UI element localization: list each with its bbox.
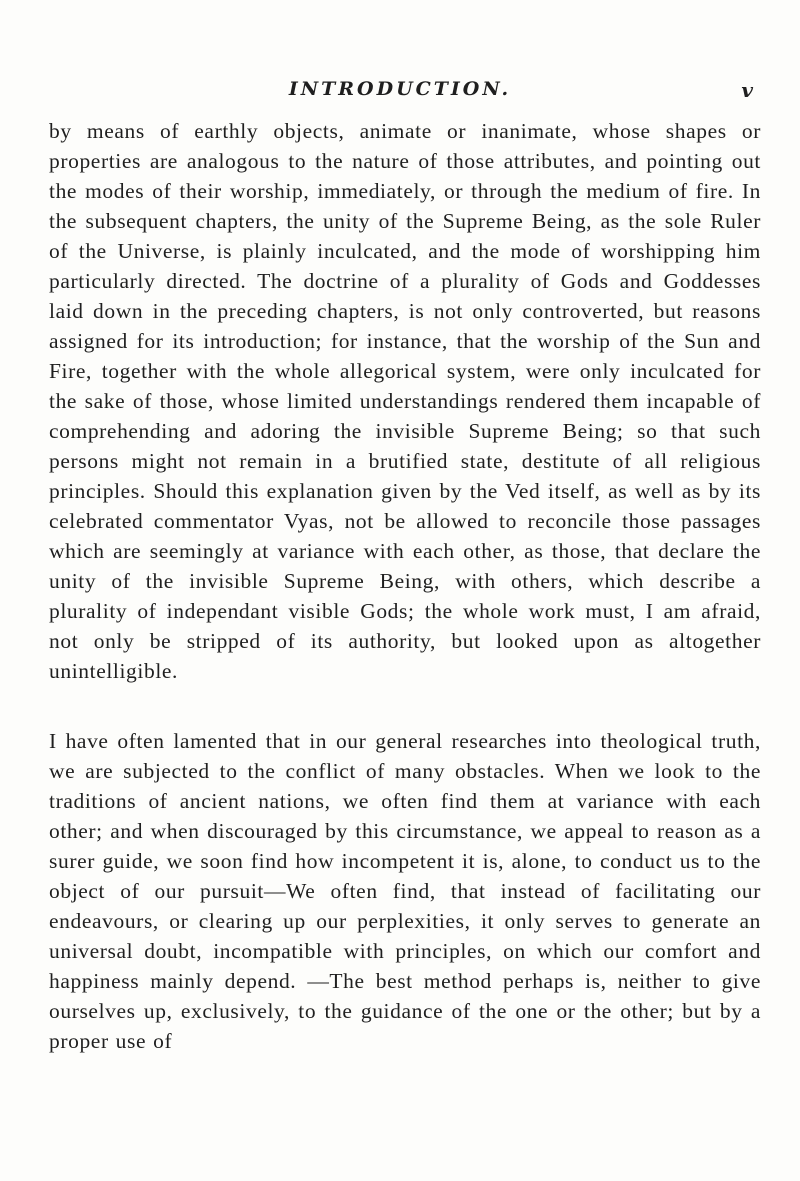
page-header — [0, 78, 800, 108]
page-number: v — [741, 78, 753, 102]
paragraph-1: by means of earthly objects, animate or inanimate, whose shapes or properties are analogous to the nature of those attributes, and pointing out the modes of their worship, immediately, or through the medium of fire. In the subsequent chapters, the unity of the Supreme Being, as the sole Ruler of the Universe, is plainly inculcated, and the mode of worshipping him particularly directed. The doctrine of a plurality of Gods and Goddesses laid down in the preceding chapters, is not only controverted, but reasons assigned for its introduction; for instance, that the worship of the Sun and Fire, together with the whole allegorical system, were only inculcated for the sake of those, whose limited understandings rendered them incapable of comprehending and adoring the invisible Supreme Being; so that such persons might not remain in a brutified state, destitute of all religious principles. Should this explanation given by the Ved itself, as well as by its celebrated commentator Vyas, not be allowed to reconcile those passages which are seemingly at variance with each other, as those, that declare the unity of the invisible Supreme Being, with others, which describe a plurality of independant visible Gods; the whole work must, I am afraid, not only be stripped of its authority, but looked upon as altogether unintelligible. — [49, 119, 761, 683]
paragraph-2: I have often lamented that in our general researches into theological truth, we are subjected to the conflict of many obstacles. When we look to the traditions of ancient nations, we often find them at variance with each other; and when discouraged by this circumstance, we appeal to reason as a surer guide, we soon find how incompetent it is, alone, to conduct us to the object of our pursuit—We often find, that instead of facilitating our endeavours, or clearing up our perplexities, it only serves to generate an universal doubt, incompatible with principles, on which our comfort and happiness mainly depend. —The best method perhaps is, neither to give ourselves up, exclusively, to the guidance of the one or the other; but by a proper use of — [49, 729, 761, 1053]
body-text — [49, 116, 761, 1056]
running-head: INTRODUCTION. — [288, 78, 512, 100]
